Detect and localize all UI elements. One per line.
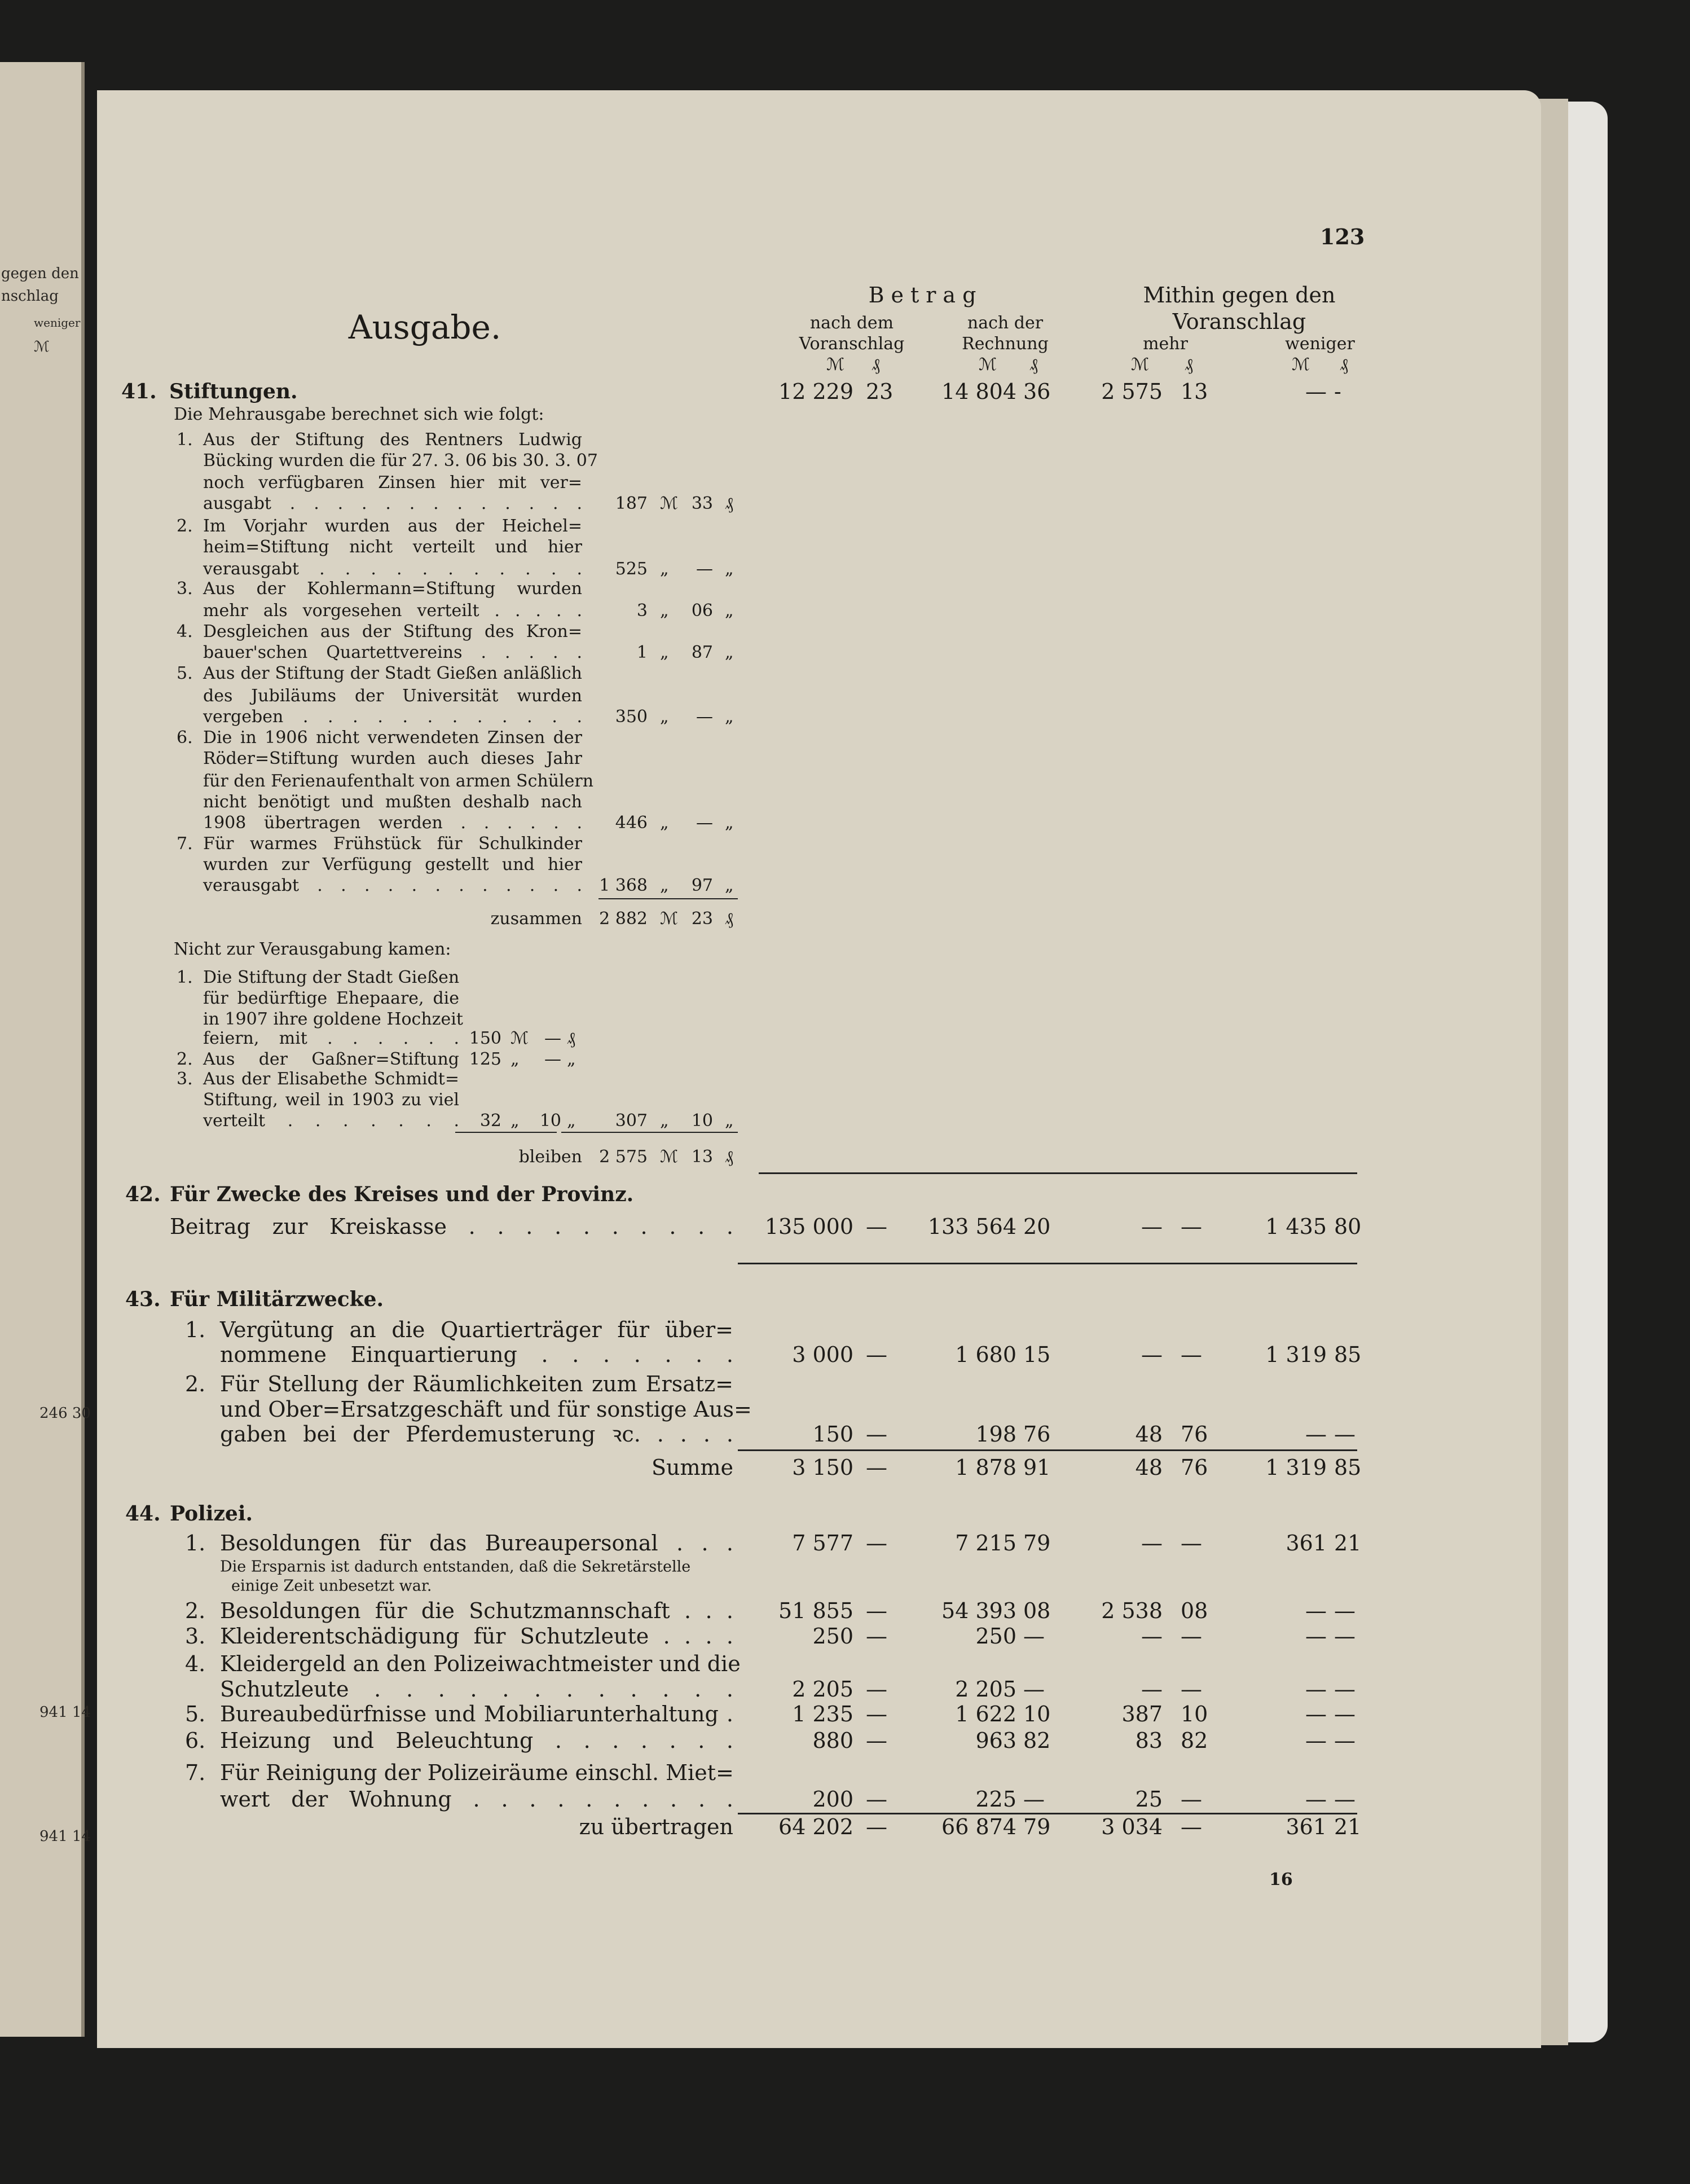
item-amount-part: 1	[636, 643, 648, 662]
item-number: 1.	[177, 430, 193, 450]
voranschlag-pfennig-value: —	[866, 1342, 887, 1367]
col-header-betrag: Betrag	[868, 283, 983, 307]
col-header-voranschlag: Voranschlag	[799, 334, 905, 354]
item-amount-part: 1 368	[599, 876, 648, 895]
rechnung-mark-value: 66 874	[941, 1814, 1016, 1839]
item-amount-part: „	[660, 559, 669, 579]
voranschlag-mark-value: 150	[812, 1422, 853, 1447]
line-text: für den Ferienaufenthalt von armen Schülern	[203, 771, 594, 791]
rechnung-pfennig-value: 79	[1023, 1814, 1051, 1839]
remain-amount-part: 2 575	[599, 1147, 648, 1167]
not-spent-amount-part: 150	[469, 1029, 501, 1048]
voranschlag-pfennig-value: —	[866, 1455, 887, 1480]
not-spent-amount-part: —	[544, 1049, 561, 1069]
line-text: heim=Stiftung nicht verteilt und hier	[203, 537, 582, 557]
item-number: 2.	[177, 516, 193, 536]
line-text: Aus der Stiftung des Rentners Ludwig	[203, 430, 582, 450]
item-amount-part: 446	[615, 813, 648, 833]
line-text: Schutzleute . . . . . . . . . . . .	[220, 1677, 733, 1702]
item-amount-part: —	[696, 559, 713, 579]
amount-value: —	[866, 1531, 887, 1555]
amount-value: 79	[1023, 1531, 1051, 1555]
weniger-mark-value: 1 319	[1265, 1342, 1327, 1367]
item-number: 2.	[177, 1049, 193, 1069]
pf-unit: ₰	[872, 355, 880, 375]
rechnung-mark-value: 133 564	[927, 1214, 1016, 1239]
sum-rule	[455, 1132, 557, 1133]
line-text: Kleiderentschädigung für Schutzleute . . . .	[220, 1624, 733, 1649]
not-spent-amount-part: „	[567, 1111, 576, 1131]
item-number: 4.	[177, 622, 193, 641]
amount-value: —	[866, 1624, 887, 1649]
line-text: Röder=Stiftung wurden auch dieses Jahr	[203, 749, 582, 768]
line-text: Heizung und Beleuchtung . . . . . . .	[220, 1728, 733, 1753]
amount-value: —	[1181, 1531, 1202, 1555]
amount-value: —	[1305, 1598, 1327, 1623]
amount-value: —	[1305, 1624, 1327, 1649]
rechnung-mark-value: 1 878	[955, 1455, 1016, 1480]
amount-value: —	[1334, 1598, 1355, 1623]
item-number: 3.	[177, 579, 193, 599]
item-amount-part: „	[660, 643, 669, 662]
line-text: vergeben . . . . . . . . . . . .	[203, 707, 582, 727]
amount-value: 2 205	[955, 1677, 1016, 1702]
item-amount-part: „	[725, 707, 734, 727]
amount-value: 25	[1135, 1787, 1163, 1812]
rechnung-pfennig-value: 36	[1023, 379, 1051, 404]
line-text: Vergütung an die Quartierträger für über=	[220, 1317, 733, 1342]
note-text: Die Ersparnis ist dadurch entstanden, daß die Sekretärstelle	[220, 1558, 691, 1576]
intro-text: Die Mehrausgabe berechnet sich wie folgt:	[174, 405, 544, 424]
col-header-mithin: Mithin gegen den	[1143, 283, 1336, 307]
section-number: 43.	[125, 1287, 161, 1311]
amount-value: —	[866, 1677, 887, 1702]
amount-value: 200	[812, 1787, 853, 1812]
col-header-rechnung: nach der	[967, 313, 1044, 333]
sum-amount-part: ℳ	[660, 909, 679, 929]
line-text: und Ober=Ersatzgeschäft und für sonstige Aus=	[220, 1397, 752, 1422]
item-amount-part: 525	[615, 559, 648, 579]
line-text: noch verfügbaren Zinsen hier mit ver=	[203, 473, 582, 493]
page-title: Ausgabe.	[348, 308, 501, 346]
weniger-pfennig-value: 85	[1334, 1455, 1362, 1480]
voranschlag-mark-value: 3 150	[792, 1455, 853, 1480]
left-page-header: nschlag	[1, 288, 59, 305]
item-amount-part: „	[725, 876, 734, 895]
line-text: Aus der Elisabethe Schmidt=	[203, 1069, 459, 1089]
line-text: wert der Wohnung . . . . . . . . . .	[220, 1787, 733, 1812]
line-text: des Jubiläums der Universität wurden	[203, 686, 582, 706]
amount-value: 10	[1023, 1702, 1051, 1726]
voranschlag-pfennig-value: —	[866, 1814, 887, 1839]
remain-amount-part: 13	[691, 1147, 713, 1167]
amount-value: —	[1305, 1677, 1327, 1702]
item-amount-part: —	[696, 707, 713, 727]
item-amount-part: „	[725, 559, 734, 579]
mehr-mark-value: —	[1141, 1342, 1163, 1367]
amount-value: —	[1181, 1677, 1202, 1702]
mehr-pfennig-value: —	[1181, 1342, 1202, 1367]
mehr-pfennig-value: —	[1181, 1214, 1202, 1239]
mehr-mark-value: 48	[1135, 1422, 1163, 1447]
line-text: 1908 übertragen werden . . . . . .	[203, 813, 582, 833]
line-text: für bedürftige Ehepaare, die	[203, 988, 459, 1008]
rechnung-pfennig-value: 15	[1023, 1342, 1051, 1367]
section-rule	[738, 1263, 1357, 1264]
amount-value: 387	[1121, 1702, 1163, 1726]
rechnung-pfennig-value: 20	[1023, 1214, 1051, 1239]
not-spent-amount-part: „	[510, 1111, 520, 1131]
voranschlag-mark-value: 3 000	[792, 1342, 853, 1367]
amount-value: 54 393	[941, 1598, 1016, 1623]
not-spent-amount-part: „	[567, 1049, 576, 1069]
item-amount-part: „	[725, 601, 734, 621]
line-text: Kleidergeld an den Polizeiwachtmeister und die	[220, 1651, 741, 1676]
amount-value: —	[1305, 1787, 1327, 1812]
section-title: Für Militärzwecke.	[170, 1287, 384, 1311]
line-text: verausgabt . . . . . . . . . . . .	[203, 876, 582, 895]
amount-value: 7 577	[792, 1531, 853, 1555]
line-text: Die in 1906 nicht verwendeten Zinsen der	[203, 728, 582, 748]
section-title: Polizei.	[170, 1502, 253, 1526]
item-number: 1.	[185, 1531, 206, 1555]
section-rule	[759, 1172, 1357, 1174]
line-text: mehr als vorgesehen verteilt . . . . .	[203, 601, 582, 621]
line-text: Besoldungen für die Schutzmannschaft . . .	[220, 1598, 733, 1623]
item-number: 3.	[177, 1069, 193, 1089]
item-amount-part: „	[660, 813, 669, 833]
amount-value: —	[1141, 1677, 1163, 1702]
not-spent-amount-part: ℳ	[510, 1029, 529, 1048]
amount-value: —	[866, 1728, 887, 1753]
page-number: 123	[1320, 224, 1365, 249]
item-amount-part: ₰	[725, 494, 733, 513]
not-spent-total-part: „	[660, 1111, 669, 1131]
section-title: Stiftungen.	[169, 380, 298, 403]
amount-value: —	[1023, 1624, 1045, 1649]
weniger-pfennig-value: -	[1334, 379, 1341, 404]
item-amount-part: —	[696, 813, 713, 833]
not-spent-amount-part: 125	[469, 1049, 501, 1069]
amount-value: —	[1334, 1702, 1355, 1726]
line-text: Stiftung, weil in 1903 zu viel	[203, 1090, 459, 1110]
item-amount-part: ℳ	[660, 494, 679, 513]
amount-value: —	[866, 1702, 887, 1726]
weniger-pfennig-value: 80	[1334, 1214, 1362, 1239]
sum-rule	[598, 898, 738, 899]
line-text: Desgleichen aus der Stiftung des Kron=	[203, 622, 582, 641]
mehr-pfennig-value: —	[1181, 1814, 1202, 1839]
left-page-value: 246 30	[39, 1405, 91, 1422]
mehr-pfennig-value: 76	[1181, 1455, 1208, 1480]
remain-amount-part: ₰	[725, 1147, 733, 1167]
rechnung-mark-value: 198	[975, 1422, 1016, 1447]
item-number: 3.	[185, 1624, 206, 1649]
line-text: Für Reinigung der Polizeiräume einschl. Miet=	[220, 1760, 734, 1785]
item-amount-part: „	[725, 813, 734, 833]
line-text: Aus der Kohlermann=Stiftung wurden	[203, 579, 582, 599]
pf-unit: ₰	[1029, 355, 1038, 375]
not-spent-amount-part: „	[510, 1049, 520, 1069]
pf-unit: ₰	[1340, 355, 1348, 375]
left-page-value: 941 14	[39, 1828, 91, 1845]
col-header-rechnung: Rechnung	[962, 334, 1049, 354]
item-amount-part: 187	[615, 494, 648, 513]
amount-value: —	[1305, 1702, 1327, 1726]
amount-value: 51 855	[778, 1598, 853, 1623]
weniger-mark-value: 1 435	[1265, 1214, 1327, 1239]
amount-value: —	[1181, 1624, 1202, 1649]
not-spent-total-part: 10	[691, 1111, 713, 1131]
amount-value: 7 215	[955, 1531, 1016, 1555]
mark-unit: ℳ	[979, 355, 997, 375]
sum-rule	[738, 1449, 1357, 1451]
mark-unit: ℳ	[826, 355, 845, 375]
weniger-mark-value: —	[1305, 379, 1327, 404]
sum-rule	[561, 1132, 738, 1133]
remain-label: bleiben	[518, 1147, 582, 1167]
remain-amount-part: ℳ	[660, 1147, 679, 1167]
line-text: ausgabt . . . . . . . . . . . . .	[203, 494, 582, 513]
line-text: Beitrag zur Kreiskasse . . . . . . . . . .	[170, 1214, 733, 1239]
item-amount-part: 97	[691, 876, 713, 895]
item-number: 6.	[185, 1728, 206, 1753]
amount-value: —	[1334, 1677, 1355, 1702]
item-number: 1.	[185, 1317, 206, 1342]
amount-value: —	[1023, 1677, 1045, 1702]
voranschlag-mark-value: 64 202	[778, 1814, 853, 1839]
line-text: Die Stiftung der Stadt Gießen	[203, 968, 460, 987]
line-text: gaben bei der Pferdemusterung ꝛc. . . . .	[220, 1422, 733, 1447]
amount-value: 2 538	[1101, 1598, 1163, 1623]
item-number: 5.	[177, 663, 193, 683]
amount-value: 225	[975, 1787, 1016, 1812]
mehr-mark-value: 2 575	[1101, 379, 1163, 404]
col-header-weniger: weniger	[1285, 334, 1355, 354]
not-spent-total-part: 307	[615, 1111, 648, 1131]
item-amount-part: 3	[636, 601, 648, 621]
item-amount-part: 33	[691, 494, 713, 513]
amount-value: —	[1141, 1531, 1163, 1555]
item-number: 7.	[185, 1760, 206, 1785]
not-spent-title: Nicht zur Verausgabung kamen:	[174, 939, 451, 959]
not-spent-amount-part: 10	[539, 1111, 561, 1131]
item-amount-part: 06	[691, 601, 713, 621]
section-number: 44.	[125, 1502, 161, 1526]
rechnung-mark-value: 1 680	[955, 1342, 1016, 1367]
mehr-mark-value: 3 034	[1101, 1814, 1163, 1839]
not-spent-total-part: „	[725, 1111, 734, 1131]
rechnung-pfennig-value: 76	[1023, 1422, 1051, 1447]
left-page-value: 941 14	[39, 1704, 91, 1721]
not-spent-amount-part: 32	[479, 1111, 501, 1131]
voranschlag-mark-value: 12 229	[778, 379, 853, 404]
sum-amount-part: 23	[691, 909, 713, 929]
line-text: bauer'schen Quartettvereins . . . . .	[203, 643, 582, 662]
amount-value: 1 235	[792, 1702, 853, 1726]
voranschlag-mark-value: 135 000	[764, 1214, 853, 1239]
voranschlag-pfennig-value: —	[866, 1214, 887, 1239]
pf-unit: ₰	[1185, 355, 1193, 375]
line-text: Für Stellung der Räumlichkeiten zum Ersatz=	[220, 1372, 733, 1396]
line-text: Bücking wurden die für 27. 3. 06 bis 30. 3. 07	[203, 451, 598, 471]
amount-value: —	[1334, 1624, 1355, 1649]
amount-value: 250	[812, 1624, 853, 1649]
amount-value: 82	[1181, 1728, 1208, 1753]
note-text: einige Zeit unbesetzt war.	[231, 1577, 432, 1595]
amount-value: —	[1141, 1624, 1163, 1649]
rechnung-pfennig-value: 91	[1023, 1455, 1051, 1480]
amount-value: 1 622	[955, 1702, 1016, 1726]
amount-value: 10	[1181, 1702, 1208, 1726]
rechnung-mark-value: 14 804	[941, 379, 1016, 404]
line-text: Aus der Stiftung der Stadt Gießen anläßlich	[203, 663, 582, 683]
voranschlag-pfennig-value: 23	[866, 379, 894, 404]
col-header-mithin: Voranschlag	[1172, 309, 1306, 334]
sum-label: Summe	[651, 1455, 733, 1480]
weniger-pfennig-value: 85	[1334, 1342, 1362, 1367]
sum-amount-part: 2 882	[599, 909, 648, 929]
mehr-mark-value: 48	[1135, 1455, 1163, 1480]
line-text: Besoldungen für das Bureaupersonal . . .	[220, 1531, 733, 1555]
item-amount-part: „	[725, 643, 734, 662]
col-header-voranschlag: nach dem	[809, 313, 894, 333]
mehr-pfennig-value: 13	[1181, 379, 1208, 404]
item-amount-part: 350	[615, 707, 648, 727]
item-amount-part: 87	[691, 643, 713, 662]
not-spent-amount-part: ₰	[567, 1029, 575, 1048]
amount-value: 08	[1181, 1598, 1208, 1623]
amount-value: —	[1305, 1728, 1327, 1753]
carry-label: zu übertragen	[579, 1814, 733, 1839]
left-page-header: ℳ	[34, 339, 50, 355]
line-text: feiern, mit . . . . . .	[203, 1029, 459, 1048]
mehr-mark-value: —	[1141, 1214, 1163, 1239]
line-text: nommene Einquartierung . . . . . . .	[220, 1342, 733, 1367]
mark-unit: ℳ	[1292, 355, 1310, 375]
mark-unit: ℳ	[1131, 355, 1150, 375]
amount-value: —	[866, 1598, 887, 1623]
item-amount-part: „	[660, 876, 669, 895]
line-text: Aus der Gaßner=Stiftung	[203, 1049, 459, 1069]
footer-signature-number: 16	[1269, 1870, 1293, 1889]
sum-label: zusammen	[490, 909, 582, 929]
col-header-mehr: mehr	[1143, 334, 1188, 354]
line-text: nicht benötigt und mußten deshalb nach	[203, 792, 582, 812]
line-text: wurden zur Verfügung gestellt und hier	[203, 855, 582, 875]
item-number: 4.	[185, 1651, 206, 1676]
amount-value: 83	[1135, 1728, 1163, 1753]
item-number: 2.	[185, 1372, 206, 1396]
weniger-pfennig-value: 21	[1334, 1814, 1362, 1839]
section-number: 41.	[121, 380, 157, 403]
amount-value: 880	[812, 1728, 853, 1753]
line-text: Bureaubedürfnisse und Mobiliarunterhaltung .	[220, 1702, 733, 1726]
item-amount-part: „	[660, 707, 669, 727]
amount-value: 963	[975, 1728, 1016, 1753]
amount-value: 21	[1334, 1531, 1362, 1555]
amount-value: —	[1181, 1787, 1202, 1812]
not-spent-amount-part: —	[544, 1029, 561, 1048]
amount-value: —	[1334, 1787, 1355, 1812]
amount-value: —	[1334, 1728, 1355, 1753]
line-text: Im Vorjahr wurden aus der Heichel=	[203, 516, 582, 536]
mehr-pfennig-value: 76	[1181, 1422, 1208, 1447]
section-number: 42.	[125, 1183, 161, 1206]
amount-value: 2 205	[792, 1677, 853, 1702]
item-number: 6.	[177, 728, 193, 748]
amount-value: —	[1023, 1787, 1045, 1812]
item-number: 5.	[185, 1702, 206, 1726]
voranschlag-pfennig-value: —	[866, 1422, 887, 1447]
weniger-mark-value: 361	[1286, 1814, 1327, 1839]
line-text: verausgabt . . . . . . . . . . .	[203, 559, 582, 579]
sum-amount-part: ₰	[725, 909, 733, 929]
item-number: 7.	[177, 834, 193, 854]
amount-value: 250	[975, 1624, 1016, 1649]
amount-value: —	[866, 1787, 887, 1812]
left-page-header: weniger	[34, 316, 81, 329]
left-page-header: gegen den	[1, 265, 79, 282]
line-text: verteilt . . . . . . .	[203, 1111, 459, 1131]
amount-value: 82	[1023, 1728, 1051, 1753]
weniger-pfennig-value: —	[1334, 1422, 1355, 1447]
item-number: 1.	[177, 968, 193, 987]
line-text: Für warmes Frühstück für Schulkinder	[203, 834, 582, 854]
weniger-mark-value: —	[1305, 1422, 1327, 1447]
item-number: 2.	[185, 1598, 206, 1623]
amount-value: 08	[1023, 1598, 1051, 1623]
item-amount-part: „	[660, 601, 669, 621]
weniger-mark-value: 1 319	[1265, 1455, 1327, 1480]
section-title: Für Zwecke des Kreises und der Provinz.	[170, 1183, 634, 1206]
amount-value: 361	[1286, 1531, 1327, 1555]
line-text: in 1907 ihre goldene Hochzeit	[203, 1009, 463, 1029]
